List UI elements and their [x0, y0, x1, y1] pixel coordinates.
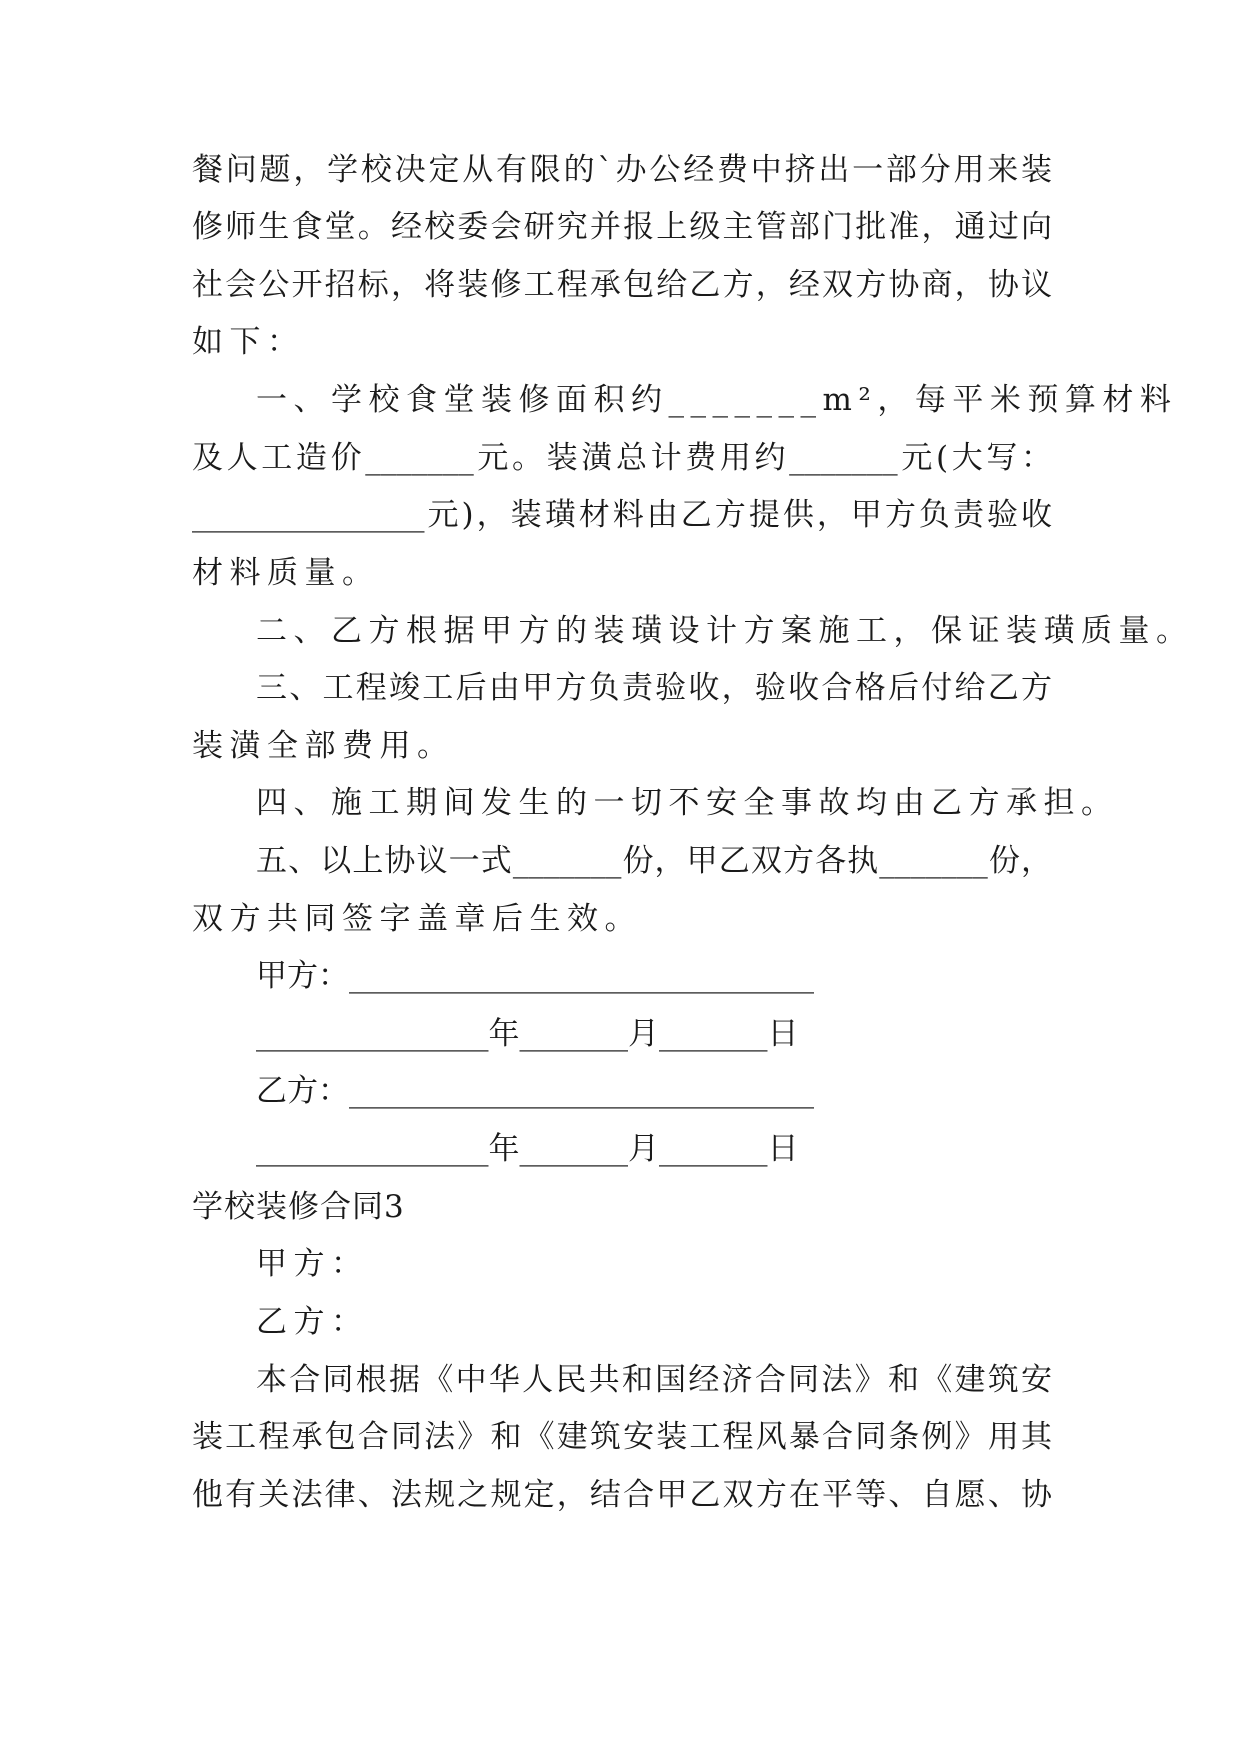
paragraph-line: 修师生食堂。经校委会研究并报上级主管部门批准，通过向 — [192, 209, 1052, 245]
clause-2-line: 二、乙方根据甲方的装璜设计方案施工，保证装璜质量。 — [256, 613, 1194, 649]
paragraph-line: 如下： — [192, 324, 305, 360]
paragraph-line: 社会公开招标，将装修工程承包给乙方，经双方协商，协议 — [192, 267, 1052, 303]
clause-5-line: 五、以上协议一式_______份，甲乙双方各执_______份， — [256, 843, 1052, 879]
paragraph-line: 餐问题，学校决定从有限的`办公经费中挤出一部分用来装 — [192, 152, 1052, 188]
party-a-label: 甲方： — [256, 1246, 369, 1282]
clause-3-line: 三、工程竣工后由甲方负责验收，验收合格后付给乙方 — [256, 670, 1052, 706]
clause-5-line: 双方共同签字盖章后生效。 — [192, 901, 642, 937]
clause-4-line: 四、施工期间发生的一切不安全事故均由乙方承担。 — [256, 785, 1119, 821]
party-a-signature-line: 甲方：______________________________ — [256, 958, 814, 994]
section-heading: 学校装修合同3 — [192, 1189, 405, 1225]
clause-1-line: 一、学校食堂装修面积约_______m²，每平米预算材料 — [256, 382, 1178, 418]
party-b-date-line: _______________年_______月_______日 — [256, 1131, 799, 1167]
clause-1-line: _______________元)，装璜材料由乙方提供，甲方负责验收 — [192, 497, 1052, 533]
party-a-date-line: _______________年_______月_______日 — [256, 1016, 799, 1052]
clause-1-line: 材料质量。 — [192, 555, 380, 591]
paragraph-line: 装工程承包合同法》和《建筑安装工程风暴合同条例》用其 — [192, 1419, 1052, 1455]
party-b-label: 乙方： — [256, 1304, 369, 1340]
paragraph-line: 本合同根据《中华人民共和国经济合同法》和《建筑安 — [256, 1362, 1052, 1398]
party-b-signature-line: 乙方：______________________________ — [256, 1073, 814, 1109]
clause-1-line: 及人工造价_______元。装潢总计费用约_______元(大写： — [192, 440, 1052, 476]
clause-3-line: 装潢全部费用。 — [192, 728, 455, 764]
paragraph-line: 他有关法律、法规之规定，结合甲乙双方在平等、自愿、协 — [192, 1477, 1052, 1513]
